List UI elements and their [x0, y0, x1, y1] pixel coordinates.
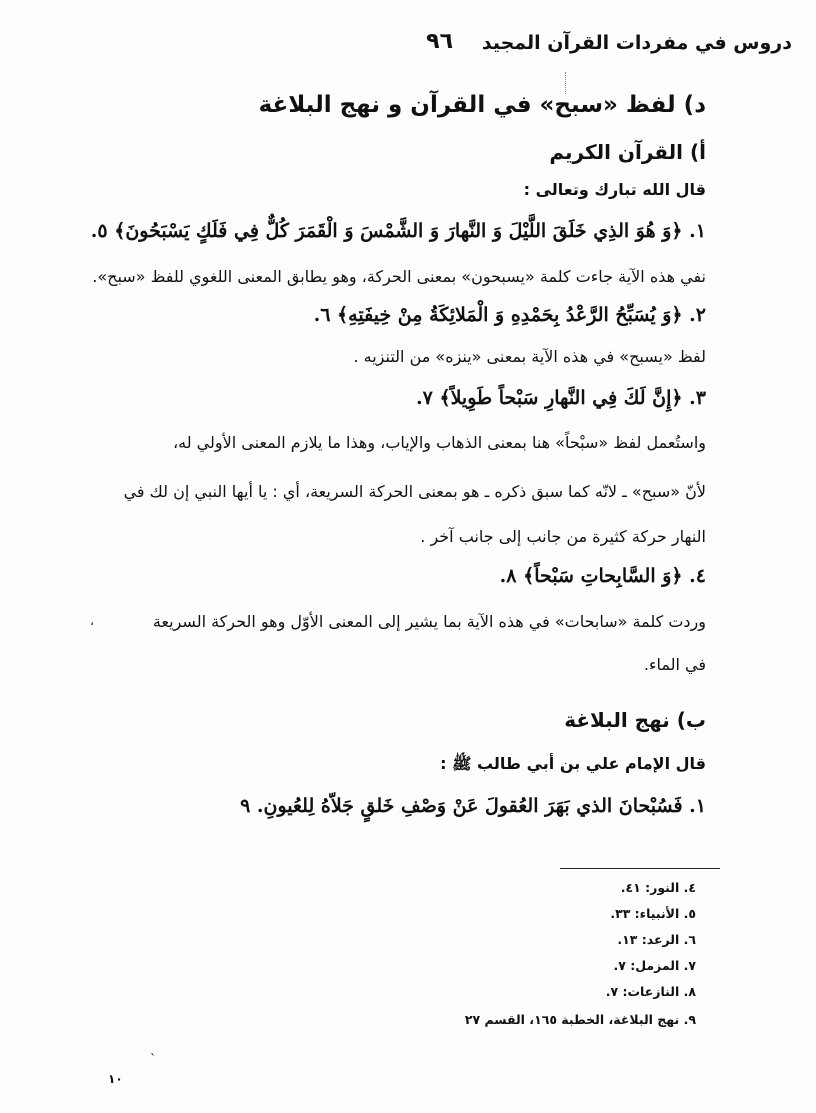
commentary-4-line-1: وردت كلمة «سابحات» في هذه الآية بما يشير إلى المعنى الأوّل وهو الحركة السريعة	[152, 612, 706, 631]
scan-speck: `	[150, 1052, 156, 1066]
commentary-3-line-1: واستُعمل لفظ «سبْحاً» هنا بمعنى الذهاب والإياب، وهذا ما يلازم المعنى الأولي له،	[172, 433, 706, 452]
footnote-4: ٤. النور: ٤١.	[620, 880, 696, 895]
intro-text: قال الله تبارك وتعالى :	[523, 180, 706, 199]
nahj-intro: قال الإمام علي بن أبي طالب ﷺ :	[440, 754, 706, 773]
footnote-9: ٩. نهج البلاغة، الخطبة ١٦٥، القسم ٢٧	[464, 1012, 696, 1027]
commentary-1: نفي هذه الآية جاءت كلمة «يسبحون» بمعنى الحركة، وهو يطابق المعنى اللغوي للفظ «سبح».	[92, 267, 706, 286]
nahj-quote: ١. فَسُبْحانَ الذي بَهَرَ العُقولَ عَنْ وَصْفِ خَلقٍ جَلاّهُ لِلعُيونِ. ٩	[240, 795, 706, 817]
commentary-3-line-2: لأنّ «سبح» ـ لانّه كما سبق ذكره ـ هو بمعنى الحركة السريعة، أي : يا أيها النبي إن لك في	[123, 482, 706, 501]
footnote-rule	[560, 868, 720, 869]
footnote-6: ٦. الرعد: ١٣.	[617, 932, 696, 947]
footnote-7: ٧. المزمل: ٧.	[613, 958, 696, 973]
stray-mark-bottom: ١٠	[108, 1072, 123, 1086]
subsection-heading-quran: أ) القرآن الكريم	[549, 140, 706, 164]
commentary-2: لفظ «يسبح» في هذه الآية بمعنى «ينزه» من التنزيه .	[353, 347, 706, 366]
footnote-5: ٥. الأنبياء: ٣٣.	[610, 906, 696, 921]
commentary-3-line-3: النهار حركة كثيرة من جانب إلى جانب آخر .	[420, 527, 706, 546]
commentary-4-line-2: في الماء.	[643, 655, 706, 674]
verse-3: ٣. ﴿إِنَّ لَكَ فِي النَّهارِ سَبْحاً طَوِيلاً﴾ ٧.	[416, 387, 706, 409]
verse-2: ٢. ﴿وَ يُسَبِّحُ الرَّعْدُ بِحَمْدِهِ وَ الْمَلائِكَةُ مِنْ خِيفَتِهِ﴾ ٦.	[313, 304, 706, 326]
section-heading: د) لفظ «سبح» في القرآن و نهج البلاغة	[258, 92, 706, 118]
margin-mark	[565, 72, 567, 94]
stray-comma: ،	[90, 614, 94, 628]
page-number: ٩٦	[426, 29, 453, 54]
verse-1: ١. ﴿وَ هُوَ الذِي خَلَقَ اللَّيْلَ وَ النَّهارَ وَ الشَّمْسَ وَ الْقَمَرَ كُلٌّ فِي فَلَكٍ يَسْبَحُونَ﴾ ٥.	[90, 220, 706, 242]
running-header: دروس في مفردات القرآن المجيد	[481, 32, 792, 54]
subsection-heading-nahj: ب) نهج البلاغة	[564, 708, 706, 732]
verse-4: ٤. ﴿وَ السَّابِحاتِ سَبْحاً﴾ ٨.	[499, 565, 706, 587]
footnote-8: ٨. النازعات: ٧.	[605, 984, 696, 999]
